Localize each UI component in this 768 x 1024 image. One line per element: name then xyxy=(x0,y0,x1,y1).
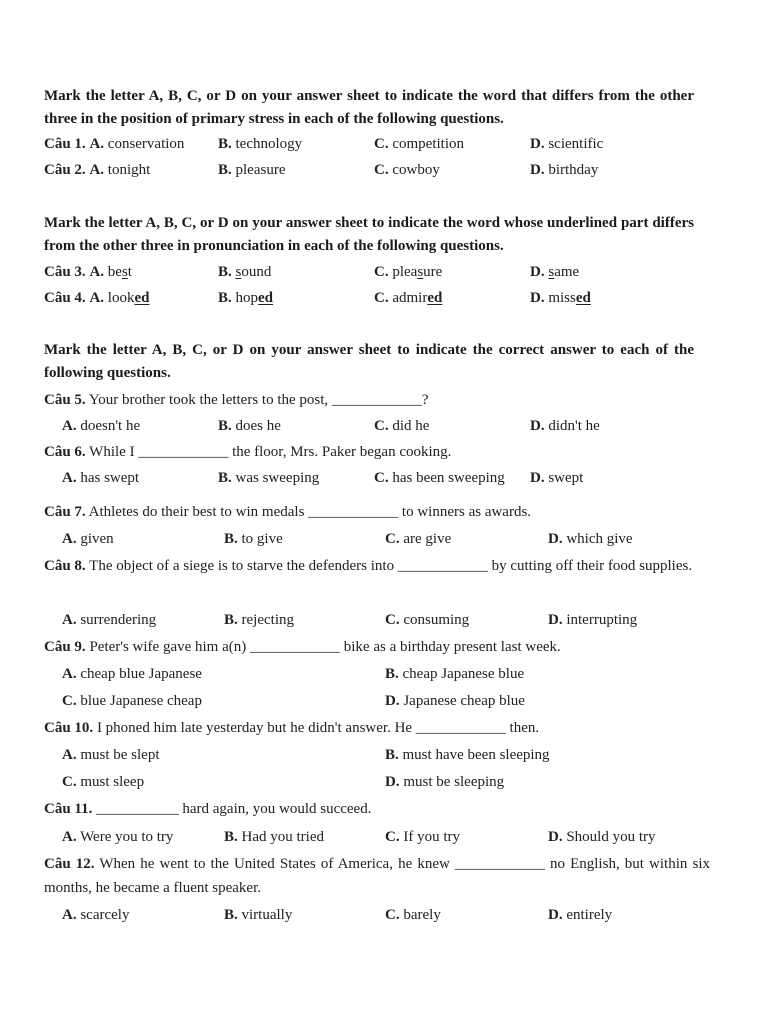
option-b: hoped xyxy=(235,290,274,306)
question-12 xyxy=(44,852,710,900)
question-text: The object of a siege is to starve the defenders into ____________ by cutting off their food supplies. xyxy=(89,558,693,574)
question-label: Câu 7. xyxy=(44,504,86,520)
question-text: When he went to the United States of America, he knew ____________ no English, but within six months, he became a fluent speaker. xyxy=(44,856,710,896)
option-letter: B. xyxy=(385,747,399,763)
option-letter: C. xyxy=(385,531,400,547)
option-b: technology xyxy=(235,136,303,152)
question-label: Câu 2. xyxy=(44,162,86,178)
option-letter: A. xyxy=(62,829,77,845)
option-a: conservation xyxy=(107,136,185,152)
option-d: swept xyxy=(548,470,584,486)
question-text: I phoned him late yesterday but he didn't answer. He ____________ then. xyxy=(96,720,540,736)
question-text: Your brother took the letters to the post, ____________? xyxy=(88,392,429,408)
option-a: tonight xyxy=(107,162,151,178)
question-6 xyxy=(44,441,451,463)
option-letter: C. xyxy=(374,264,389,280)
question-label: Câu 8. xyxy=(44,558,86,574)
option-c: cowboy xyxy=(392,162,440,178)
option-letter: A. xyxy=(62,418,77,434)
question-text: While I ____________ the floor, Mrs. Paker began cooking. xyxy=(89,444,452,460)
option-letter: A. xyxy=(62,747,77,763)
section-3-instruction: Mark the letter A, B, C, or D on your answer sheet to indicate the correct answer to each of the following questions. xyxy=(44,342,694,381)
option-letter: D. xyxy=(548,829,563,845)
option-letter: D. xyxy=(385,693,400,709)
option-letter: D. xyxy=(530,290,545,306)
question-9 xyxy=(44,636,561,658)
option-c: are give xyxy=(403,531,452,547)
option-letter: B. xyxy=(224,907,238,923)
option-c: admired xyxy=(392,290,443,306)
option-d: scientific xyxy=(548,136,604,152)
option-letter: A. xyxy=(62,907,77,923)
question-label: Câu 11. xyxy=(44,801,93,817)
option-d: entirely xyxy=(566,907,613,923)
option-d: didn't he xyxy=(548,418,600,434)
option-letter: D. xyxy=(548,612,563,628)
question-text: Peter's wife gave him a(n) ____________ bike as a birthday present last week. xyxy=(89,639,561,655)
question-label: Câu 6. xyxy=(44,444,86,460)
option-c: has been sweeping xyxy=(392,470,505,486)
question-text: Athletes do their best to win medals ____________ to winners as awards. xyxy=(88,504,532,520)
option-b: was sweeping xyxy=(235,470,320,486)
option-b: does he xyxy=(235,418,281,434)
option-letter: D. xyxy=(530,418,545,434)
option-d: Japanese cheap blue xyxy=(403,693,525,709)
option-letter: C. xyxy=(374,418,389,434)
option-letter: D. xyxy=(548,531,563,547)
option-a: Were you to try xyxy=(80,829,174,845)
question-label: Câu 12. xyxy=(44,856,95,872)
question-label: Câu 4. xyxy=(44,290,86,306)
question-11 xyxy=(44,798,371,820)
option-d: interrupting xyxy=(566,612,638,628)
option-c: competition xyxy=(392,136,464,152)
option-b: rejecting xyxy=(241,612,294,628)
option-letter: C. xyxy=(62,774,77,790)
option-letter: B. xyxy=(218,264,232,280)
option-a: looked xyxy=(107,290,150,306)
option-a: doesn't he xyxy=(80,418,141,434)
option-b: pleasure xyxy=(235,162,286,178)
question-label: Câu 5. xyxy=(44,392,86,408)
option-letter: C. xyxy=(385,829,400,845)
option-letter: A. xyxy=(62,612,77,628)
option-d: missed xyxy=(548,290,591,306)
option-a: given xyxy=(80,531,114,547)
option-c: pleasure xyxy=(392,264,443,280)
option-letter: C. xyxy=(374,162,389,178)
option-d: must be sleeping xyxy=(403,774,505,790)
option-d: same xyxy=(548,264,580,280)
option-a: scarcely xyxy=(80,907,130,923)
option-b: must have been sleeping xyxy=(402,747,550,763)
option-a: surrendering xyxy=(80,612,157,628)
question-5 xyxy=(44,389,429,411)
option-letter: A. xyxy=(62,666,77,682)
option-d: birthday xyxy=(548,162,599,178)
option-letter: D. xyxy=(530,162,545,178)
option-letter: B. xyxy=(224,612,238,628)
option-letter: D. xyxy=(530,264,545,280)
option-c: If you try xyxy=(403,829,460,845)
option-b: to give xyxy=(241,531,283,547)
option-c: consuming xyxy=(403,612,470,628)
section-2-instruction: Mark the letter A, B, C, or D on your answer sheet to indicate the word whose underlined part differs from the other three in pronunciation in each of the following questions. xyxy=(44,215,694,254)
question-10 xyxy=(44,717,539,739)
option-letter: A. xyxy=(89,264,105,280)
option-letter: B. xyxy=(218,418,232,434)
option-letter: D. xyxy=(530,136,545,152)
option-letter: C. xyxy=(374,470,389,486)
option-letter: B. xyxy=(218,136,232,152)
option-letter: A. xyxy=(62,531,77,547)
question-label: Câu 3. xyxy=(44,264,86,280)
option-letter: C. xyxy=(374,136,389,152)
option-letter: B. xyxy=(218,162,232,178)
option-b: sound xyxy=(235,264,272,280)
option-letter: B. xyxy=(218,290,232,306)
option-c: must sleep xyxy=(80,774,145,790)
question-label: Câu 9. xyxy=(44,639,86,655)
option-letter: C. xyxy=(385,612,400,628)
option-letter: B. xyxy=(224,531,238,547)
question-7 xyxy=(44,501,531,523)
option-a: must be slept xyxy=(80,747,160,763)
option-letter: A. xyxy=(62,470,77,486)
option-letter: D. xyxy=(530,470,545,486)
option-d: Should you try xyxy=(566,829,656,845)
option-a: cheap blue Japanese xyxy=(80,666,202,682)
option-letter: C. xyxy=(374,290,389,306)
option-letter: B. xyxy=(224,829,238,845)
option-letter: B. xyxy=(218,470,232,486)
option-b: cheap Japanese blue xyxy=(402,666,525,682)
option-letter: B. xyxy=(385,666,399,682)
section-1-instruction: Mark the letter A, B, C, or D on your answer sheet to indicate the word that differs from the other three in the position of primary stress in each of the following questions. xyxy=(44,88,694,127)
option-b: Had you tried xyxy=(241,829,324,845)
option-c: blue Japanese cheap xyxy=(80,693,202,709)
question-label: Câu 1. xyxy=(44,136,86,152)
question-label: Câu 10. xyxy=(44,720,94,736)
option-a: best xyxy=(107,264,132,280)
option-a: has swept xyxy=(80,470,140,486)
option-letter: C. xyxy=(62,693,77,709)
option-letter: A. xyxy=(89,136,105,152)
option-letter: D. xyxy=(548,907,563,923)
question-8 xyxy=(44,554,710,578)
option-letter: C. xyxy=(385,907,400,923)
question-text: ___________ hard again, you would succeed. xyxy=(96,801,372,817)
option-letter: D. xyxy=(385,774,400,790)
option-c: barely xyxy=(403,907,441,923)
option-letter: A. xyxy=(89,290,105,306)
option-c: did he xyxy=(392,418,430,434)
option-letter: A. xyxy=(89,162,105,178)
option-b: virtually xyxy=(241,907,293,923)
option-d: which give xyxy=(566,531,633,547)
